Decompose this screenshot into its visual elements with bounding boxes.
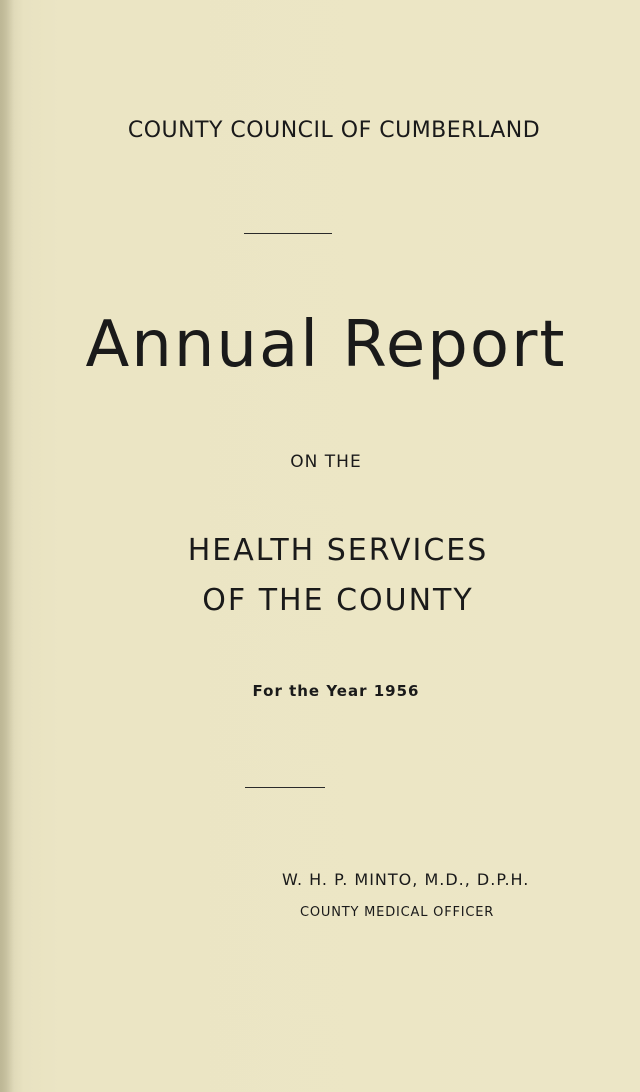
subject-line-1: HEALTH SERVICES [187, 533, 489, 568]
author-role: COUNTY MEDICAL OFFICER [300, 905, 495, 920]
subject-line-2: OF THE COUNTY [202, 583, 474, 618]
council-heading: COUNTY COUNCIL OF CUMBERLAND [127, 118, 541, 143]
report-title: Annual Report [85, 308, 567, 382]
title-connector: ON THE [290, 452, 362, 472]
author-name: W. H. P. MINTO, M.D., D.P.H. [282, 870, 530, 889]
bottom-divider [245, 787, 325, 788]
report-period: For the Year 1956 [252, 682, 420, 700]
top-divider [244, 233, 332, 234]
